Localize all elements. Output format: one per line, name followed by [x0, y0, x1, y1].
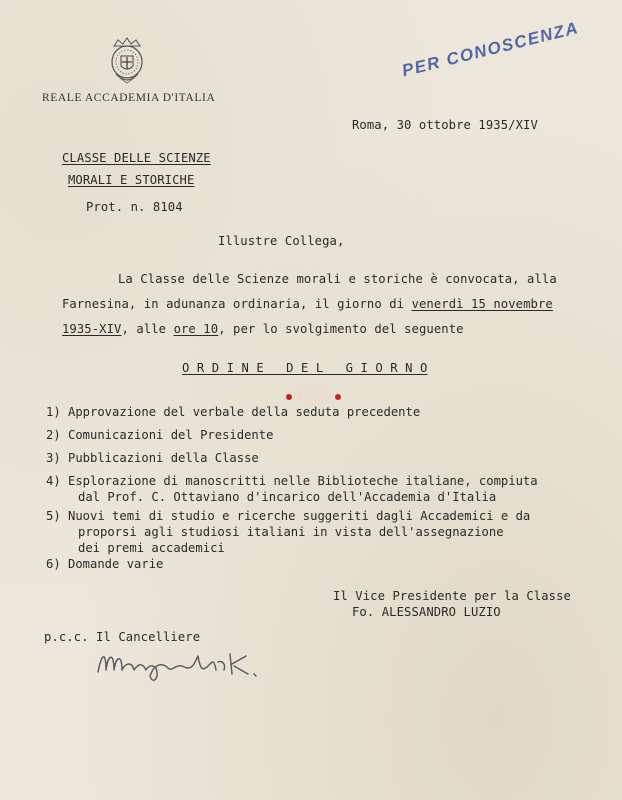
body-line-3-mid: , alle	[121, 322, 174, 336]
closing-signatory: Fo. ALESSANDRO LUZIO	[352, 605, 501, 619]
protocol-number: Prot. n. 8104	[86, 200, 183, 214]
pcc-cancelliere: p.c.c. Il Cancelliere	[44, 630, 201, 644]
agenda-item-text: proporsi agli studiosi italiani in vista dell'assegnazione	[78, 525, 504, 539]
closing-role: Il Vice Presidente per la Classe	[333, 589, 571, 603]
agenda-item-text: Esplorazione di manoscritti nelle Biblioteche italiane, compiuta	[68, 474, 538, 488]
meeting-year: 1935-XIV	[62, 322, 122, 336]
per-conoscenza-stamp: PER CONOSCENZA	[400, 18, 581, 81]
letter-date: Roma, 30 ottobre 1935/XIV	[352, 118, 538, 132]
watermark-text: ISP	[294, 382, 333, 409]
body-line-3-text: , per lo svolgimento del seguente	[218, 322, 464, 336]
agenda-item-text: Domande varie	[68, 557, 164, 571]
class-name-line1: CLASSE DELLE SCIENZE	[62, 151, 211, 165]
agenda-item-number: 3)	[46, 451, 61, 465]
meeting-time: ore 10	[173, 322, 219, 336]
body-line-3	[62, 322, 464, 336]
agenda-item-number: 6)	[46, 557, 61, 571]
agenda-item-text: Pubblicazioni della Classe	[68, 451, 259, 465]
agenda-item-number: 2)	[46, 428, 61, 442]
body-line-1: La Classe delle Scienze morali e storiche è convocata, alla	[118, 272, 557, 286]
salutation: Illustre Collega,	[218, 234, 345, 248]
coat-of-arms-icon	[106, 36, 148, 88]
agenda-item-number: 1)	[46, 405, 61, 419]
agenda-item-text: Nuovi temi di studio e ricerche suggeriti dagli Accademici e da	[68, 509, 531, 523]
meeting-date: venerdì 15 novembre	[411, 297, 553, 311]
agenda-title: O R D I N E D E L G I O R N O	[182, 361, 428, 375]
agenda-item-text: Comunicazioni del Presidente	[68, 428, 274, 442]
watermark-dot-icon	[286, 394, 292, 400]
watermark-dot-icon	[335, 394, 341, 400]
agenda-item-text: Approvazione del verbale della seduta precedente	[68, 405, 421, 419]
class-name-line2: MORALI E STORICHE	[68, 173, 195, 187]
body-line-2-text: Farnesina, in adunanza ordinaria, il giorno di	[62, 297, 412, 311]
agenda-item-number: 5)	[46, 509, 61, 523]
agenda-item-text: dal Prof. C. Ottaviano d'incarico dell'Accademia d'Italia	[78, 490, 497, 504]
body-line-2	[62, 297, 553, 311]
agenda-item-number: 4)	[46, 474, 61, 488]
agenda-item-text: dei premi accademici	[78, 541, 225, 555]
handwritten-signature	[90, 640, 270, 688]
institution-name: REALE ACCADEMIA D'ITALIA	[42, 92, 216, 104]
